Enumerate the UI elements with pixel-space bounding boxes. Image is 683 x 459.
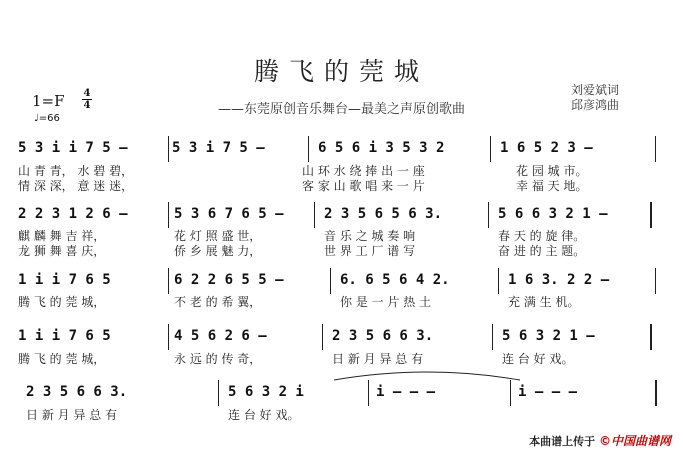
measure-1-4: 1 6 5 2 3 – <box>500 140 593 156</box>
footer-text: 本曲谱上传于 <box>529 435 596 448</box>
measure-1-3: 6 5 6 i 3 5 3 2 <box>318 140 445 156</box>
barline <box>218 380 219 406</box>
lyric-1-c: 花 园 城 市。 <box>516 164 588 178</box>
site-logo[interactable]: ©中国曲谱网 <box>598 434 671 448</box>
lyric-4-d: 连 台 好 戏。 <box>502 352 574 366</box>
lyric-1-f: 幸 福 天 地。 <box>516 179 588 193</box>
measure-4-2: 4 5 6 2 6 – <box>174 328 267 344</box>
measure-2-1: 2 2 3 1 2 6 – <box>18 206 128 222</box>
song-subtitle: ——东莞原创音乐舞台—最美之声原创歌曲 <box>217 102 465 117</box>
measure-4-3: 2 3 5 6 6 3. <box>332 328 434 344</box>
final-barline <box>655 380 657 406</box>
measure-1-2: 5 3 i 7 5 – <box>172 140 265 156</box>
barline <box>498 268 499 294</box>
lyric-4-a: 腾 飞 的 莞 城， <box>18 352 106 366</box>
lyric-5-a: 日 新 月 异 总 有 <box>26 408 118 422</box>
lyric-1-b: 山 环 水 绕 捧 出 一 座 <box>302 164 425 178</box>
measure-2-3: 2 3 5 6 5 6 3. <box>324 206 443 222</box>
tempo-mark: ♩=66 <box>34 113 60 124</box>
song-title: 腾飞的莞城 <box>253 57 429 86</box>
barline <box>168 136 169 162</box>
measure-3-3: 6. 6 5 6 4 2. <box>340 272 450 288</box>
lyric-1-a: 山 青 青， 水 碧 碧， <box>18 164 134 178</box>
tie-arc <box>330 368 524 382</box>
lyric-2-c: 音 乐 之 城 奏 响 <box>324 229 416 243</box>
lyric-2-a: 麒 麟 舞 吉 祥， <box>18 229 106 243</box>
barline <box>510 380 511 406</box>
barline <box>314 202 315 228</box>
barline <box>655 268 656 294</box>
barline <box>168 324 169 350</box>
meter-top: 4 <box>83 88 91 99</box>
repeat-end-barline <box>650 324 652 350</box>
lyric-4-c: 日 新 月 异 总 有 <box>332 352 424 366</box>
lyric-2-f: 侨 乡 展 魅 力， <box>174 244 262 258</box>
measure-5-4: i – – – <box>518 384 578 400</box>
footer-source <box>529 432 671 449</box>
barline <box>655 136 656 162</box>
measure-3-4: 1 6 3. 2 2 – <box>508 272 610 288</box>
lyric-2-h: 奋 进 的 主 题。 <box>498 244 586 258</box>
time-signature <box>82 88 92 111</box>
lyric-2-g: 世 界 工 厂 谱 写 <box>324 244 416 258</box>
composer-credit: 邱彦鸿曲 <box>571 98 620 112</box>
measure-5-1: 2 3 5 6 6 3. <box>26 384 128 400</box>
lyric-2-b: 花 灯 照 盛 世， <box>174 229 262 243</box>
measure-4-4: 5 6 3 2 1 – <box>502 328 595 344</box>
lyric-1-e: 客 家 山 歌 唱 来 一 片 <box>302 179 425 193</box>
measure-3-1: 1 i i 7 6 5 <box>18 272 111 288</box>
lyric-3-a: 腾 飞 的 莞 城， <box>18 295 106 309</box>
measure-5-2: 5 6 3 2 i <box>228 384 304 400</box>
barline <box>322 324 323 350</box>
key-signature: 1=F <box>32 92 65 110</box>
repeat-start-barline <box>650 202 652 228</box>
measure-2-2: 5 3 6 7 6 5 – <box>174 206 284 222</box>
lyric-3-d: 充 满 生 机。 <box>508 295 580 309</box>
measure-1-1: 5 3 i i 7 5 – <box>18 140 128 156</box>
barline <box>168 268 169 294</box>
barline <box>330 268 331 294</box>
lyric-3-c: 你 是 一 片 热 土 <box>340 295 432 309</box>
barline <box>488 202 489 228</box>
lyricist-credit: 刘爱斌词 <box>571 83 620 97</box>
lyric-3-b: 不 老 的 希 翼， <box>174 295 262 309</box>
lyric-4-b: 永 远 的 传 奇， <box>174 352 262 366</box>
barline <box>490 136 491 162</box>
lyric-5-b: 连 台 好 戏。 <box>228 408 300 422</box>
barline <box>492 324 493 350</box>
measure-3-2: 6 2 2 6 5 5 – <box>174 272 284 288</box>
barline <box>168 202 169 228</box>
lyric-2-e: 龙 狮 舞 喜 庆， <box>18 244 106 258</box>
measure-5-3: i – – – <box>376 384 436 400</box>
measure-4-1: 1 i i 7 6 5 <box>18 328 111 344</box>
meter-bottom: 4 <box>83 100 91 111</box>
lyric-1-d: 情 深 深， 意 迷 迷， <box>18 179 134 193</box>
barline <box>308 136 309 162</box>
barline <box>368 380 369 406</box>
measure-2-4: 5 6 6 3 2 1 – <box>498 206 608 222</box>
lyric-2-d: 春 天 的 旋 律。 <box>498 229 586 243</box>
